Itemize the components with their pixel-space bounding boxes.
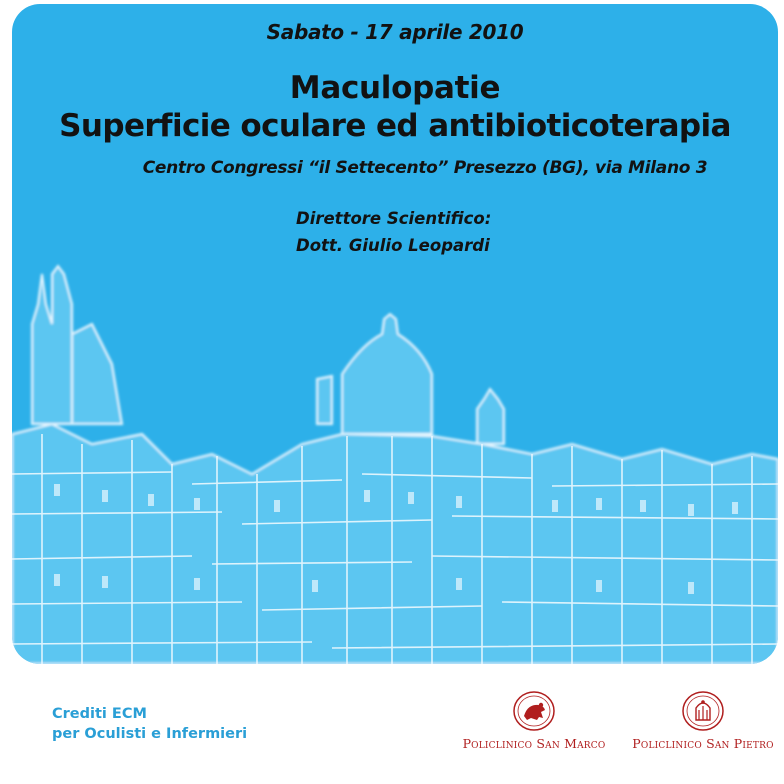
director-name: Dott. Giulio Leopardi	[296, 236, 490, 255]
event-poster	[12, 4, 778, 664]
director-label: Direttore Scientifico:	[296, 209, 492, 228]
keys-seal-icon	[680, 690, 726, 732]
logo-policlinico-san-pietro	[628, 690, 778, 751]
logo-name-san-marco: Policlinico San Marco	[462, 736, 606, 751]
credits-line1: Crediti ECM	[52, 706, 147, 722]
lion-seal-icon	[511, 690, 557, 732]
event-venue: Centro Congressi “il Settecento” Presezzo (BG), via Milano 3	[142, 158, 708, 178]
event-date: Sabato - 17 aprile 2010	[266, 20, 524, 44]
event-title-line1: Maculopatie	[289, 70, 501, 106]
event-title-line2: Superficie oculare ed antibioticoterapia	[59, 108, 731, 144]
logo-name-san-pietro: Policlinico San Pietro	[632, 736, 774, 751]
credits-line2: per Oculisti e Infermieri	[52, 726, 248, 742]
logo-policlinico-san-marco	[459, 690, 609, 751]
ecm-credits	[52, 704, 247, 744]
